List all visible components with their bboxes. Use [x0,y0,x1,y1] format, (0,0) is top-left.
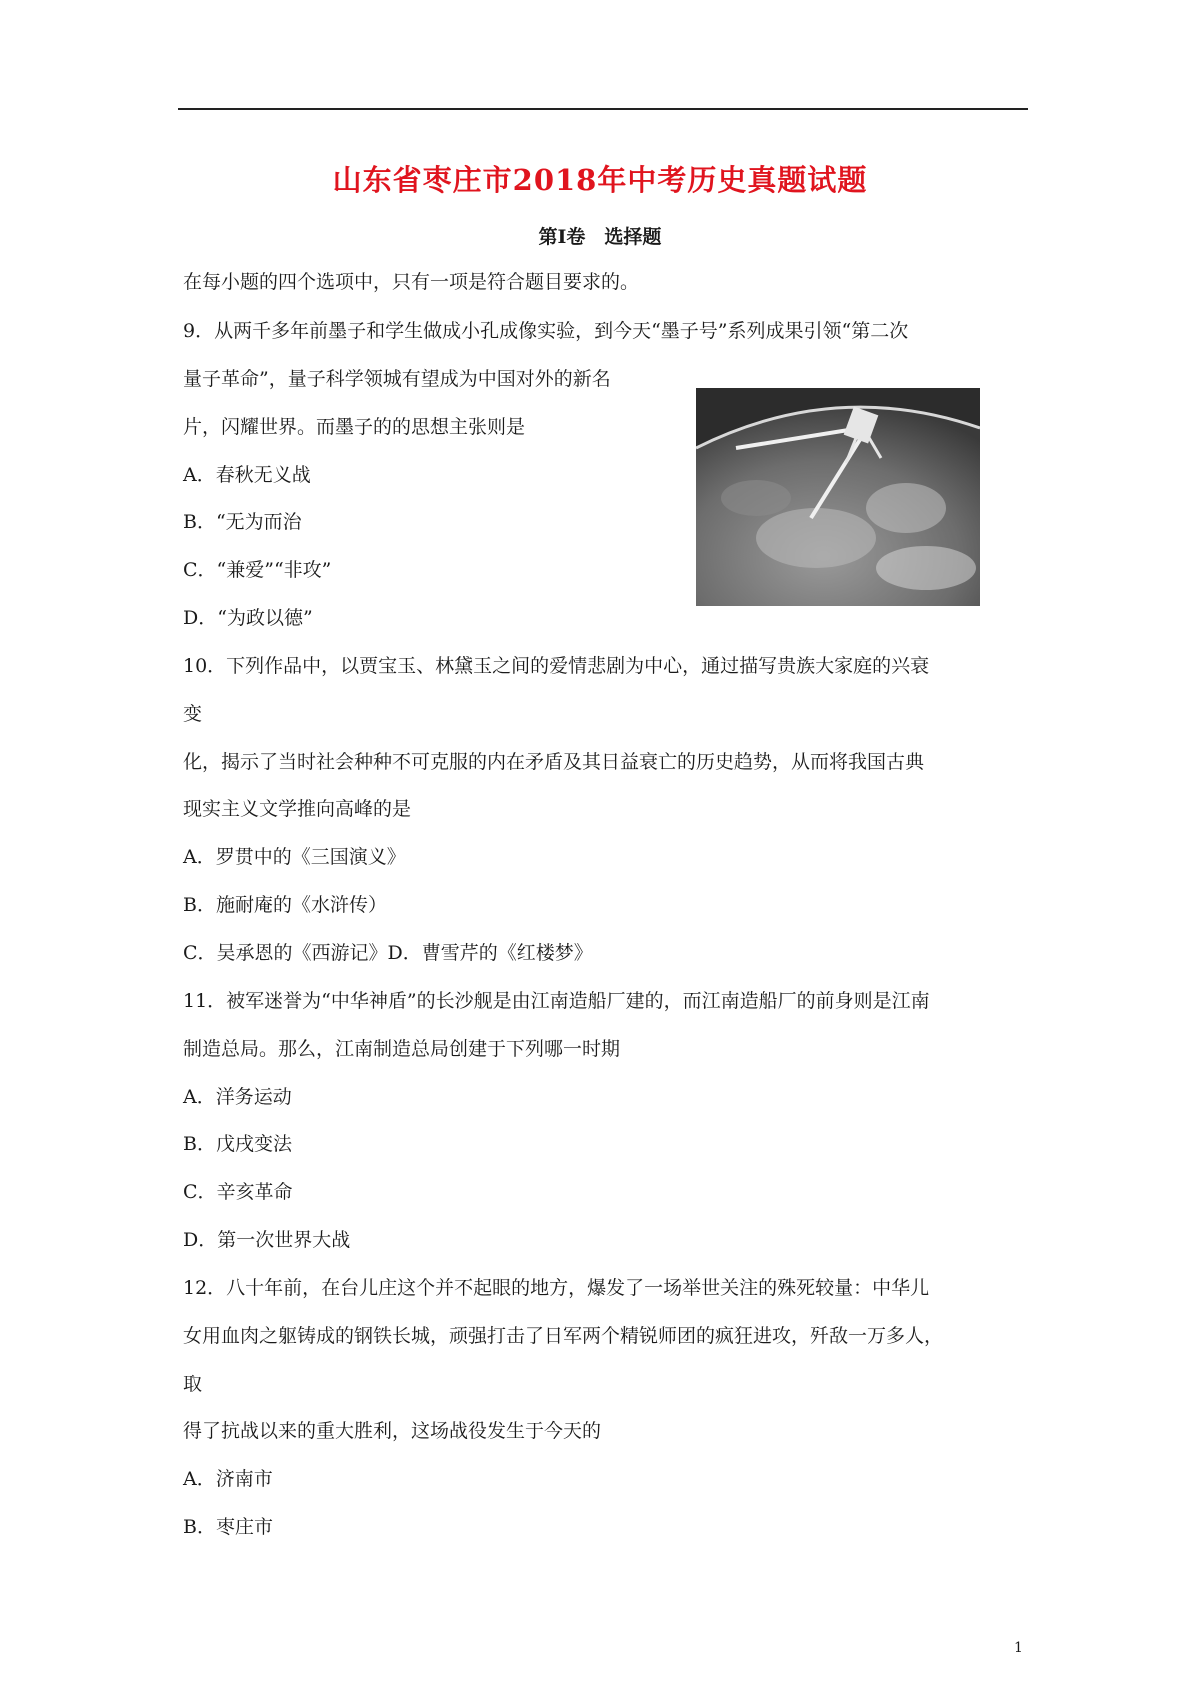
page-number: 1 [1014,1640,1023,1656]
question-12-option-a: A．济南市 [183,1468,273,1490]
satellite-earth-illustration [696,388,980,606]
question-12-line-2: 女用血肉之躯铸成的钢铁长城，顽强打击了日军两个精锐师团的疯狂进攻，歼敌一万多人， [183,1325,944,1347]
question-11-option-a: A．洋务运动 [183,1086,292,1108]
question-9-line-2: 量子革命”，量子科学领城有望成为中国对外的新名 [183,368,611,390]
question-12-option-b: B．枣庄市 [183,1516,273,1538]
section-heading: 第Ⅰ卷 选择题 [538,226,662,248]
question-12-line-1: 12．八十年前，在台儿庄这个并不起眼的地方，爆发了一场举世关注的殊死较量：中华儿 [183,1277,930,1299]
question-11-option-c: C．辛亥革命 [183,1181,293,1203]
question-10-option-a: A．罗贯中的《三国演义》 [183,846,406,868]
question-10-line-1: 10．下列作品中，以贾宝玉、林黛玉之间的爱情悲剧为中心，通过描写贵族大家庭的兴衰 [183,655,930,677]
question-10-option-b: B．施耐庵的《水浒传） [183,894,387,916]
question-9-line-1: 9．从两千多年前墨子和学生做成小孔成像实验，到今天“墨子号”系列成果引领“第二次 [183,320,909,342]
header-rule [178,108,1028,110]
question-9-option-b: B．“无为而治 [183,511,302,533]
question-9-line-3: 片，闪耀世界。而墨子的的思想主张则是 [183,416,526,438]
question-11-option-d: D．第一次世界大战 [183,1229,351,1251]
question-11-option-b: B．戊戌变法 [183,1133,292,1155]
question-12-line-4: 得了抗战以来的重大胜利，这场战役发生于今天的 [183,1420,602,1442]
question-9-option-a: A．春秋无义战 [183,464,311,486]
question-10-line-4: 现实主义文学推向高峰的是 [183,798,412,820]
satellite-earth-photo [696,388,980,606]
question-10-line-2: 变 [183,703,203,725]
question-12-line-3: 取 [183,1373,203,1395]
question-9-option-d: D．“为政以德” [183,607,313,629]
question-10-option-cd: C．吴承恩的《西游记》D．曹雪芹的《红楼梦》 [183,942,593,964]
instruction-text: 在每小题的四个选项中，只有一项是符合题目要求的。 [183,271,640,293]
question-11-line-1: 11．被军迷誉为“中华神盾”的长沙舰是由江南造船厂建的，而江南造船厂的前身则是江南 [183,990,930,1012]
question-11-line-2: 制造总局。那么，江南制造总局创建于下列哪一时期 [183,1038,621,1060]
question-9-option-c: C．“兼爱”“非攻” [183,559,332,581]
question-10-line-3: 化，揭示了当时社会种种不可克服的内在矛盾及其日益衰亡的历史趋势，从而将我国古典 [183,751,925,773]
page-title: 山东省枣庄市2018年中考历史真题试题 [332,163,868,197]
